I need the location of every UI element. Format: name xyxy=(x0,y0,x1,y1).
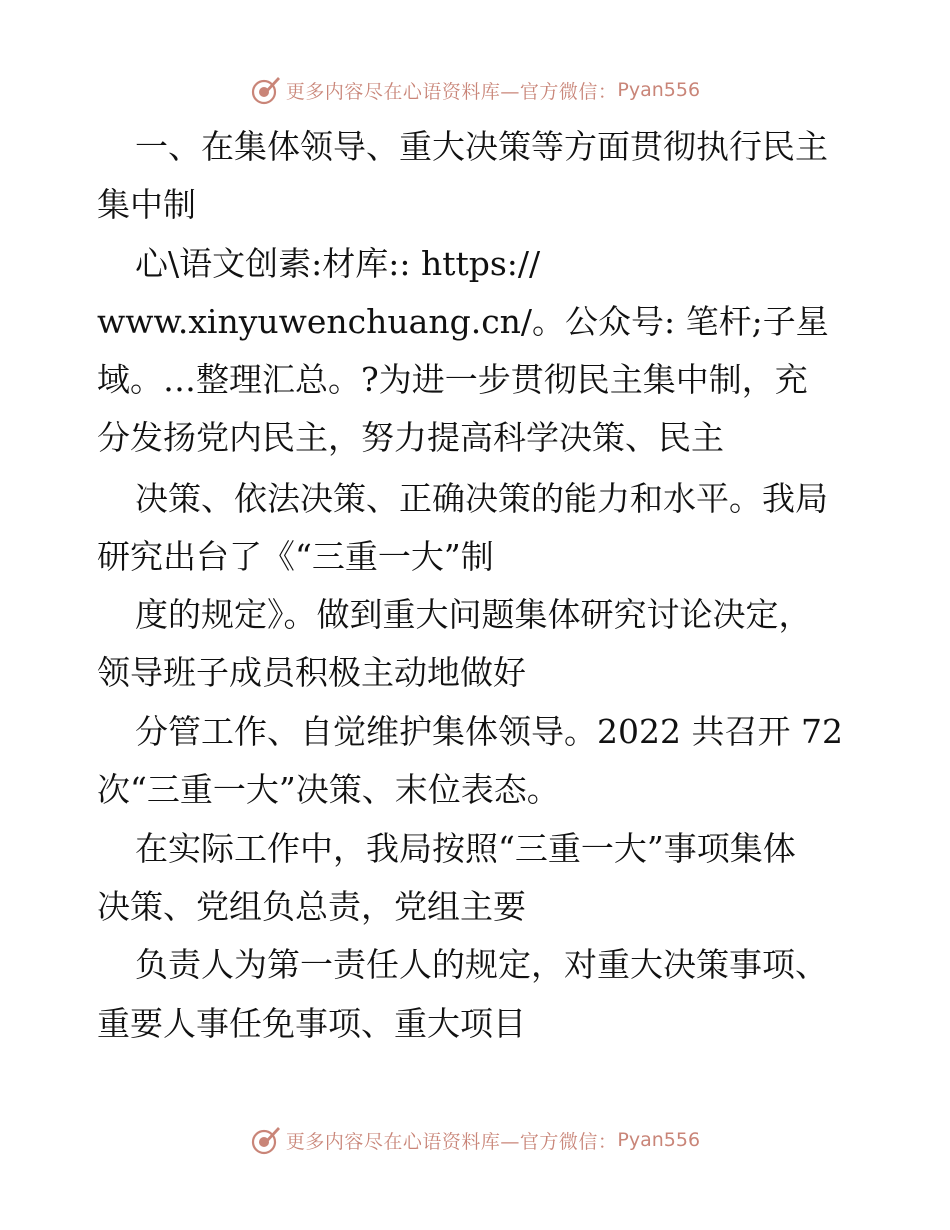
watermark-text: 更多内容尽在心语资料库—官方微信： xyxy=(285,80,618,103)
body-line: 领导班子成员积极主动地做好 xyxy=(97,653,526,692)
body-line: 度的规定》。做到重大问题集体研究讨论决定， xyxy=(135,595,812,634)
watermark-text: 更多内容尽在心语资料库—官方微信： xyxy=(285,1130,618,1153)
body-line: 决策、党组负总责，党组主要 xyxy=(97,887,526,926)
body-line: 分管工作、自觉维护集体领导。2022 共召开 72 xyxy=(135,712,843,751)
body-line: 一、在集体领导、重大决策等方面贯彻执行民主 xyxy=(135,127,828,166)
body-line: 分发扬党内民主，努力提高科学决策、民主 xyxy=(97,418,724,457)
body-line: www.xinyuwenchuang.cn/。公众号: 笔杆;子星 xyxy=(97,302,829,341)
quill-seal-icon xyxy=(250,1124,282,1156)
body-line: 决策、依法决策、正确决策的能力和水平。我局 xyxy=(135,479,828,518)
body-line: 在实际工作中，我局按照“三重一大”事项集体 xyxy=(135,829,796,868)
body-line: 负责人为第一责任人的规定，对重大决策事项、 xyxy=(135,945,828,984)
body-line: 心\语文创素:材库:: https:// xyxy=(135,244,541,283)
watermark-wechat-id: Pyan556 xyxy=(617,79,701,101)
body-line: 次“三重一大”决策、末位表态。 xyxy=(97,770,560,809)
body-line: 研究出台了《“三重一大”制 xyxy=(97,537,494,576)
body-line: 集中制 xyxy=(97,185,196,224)
watermark-header xyxy=(0,72,950,108)
watermark-footer xyxy=(0,1122,950,1158)
quill-seal-icon xyxy=(250,74,282,106)
body-line: 域。…整理汇总。?为进一步贯彻民主集中制，充 xyxy=(97,360,808,399)
watermark-wechat-id: Pyan556 xyxy=(617,1129,701,1151)
body-line: 重要人事任免事项、重大项目 xyxy=(97,1004,526,1043)
